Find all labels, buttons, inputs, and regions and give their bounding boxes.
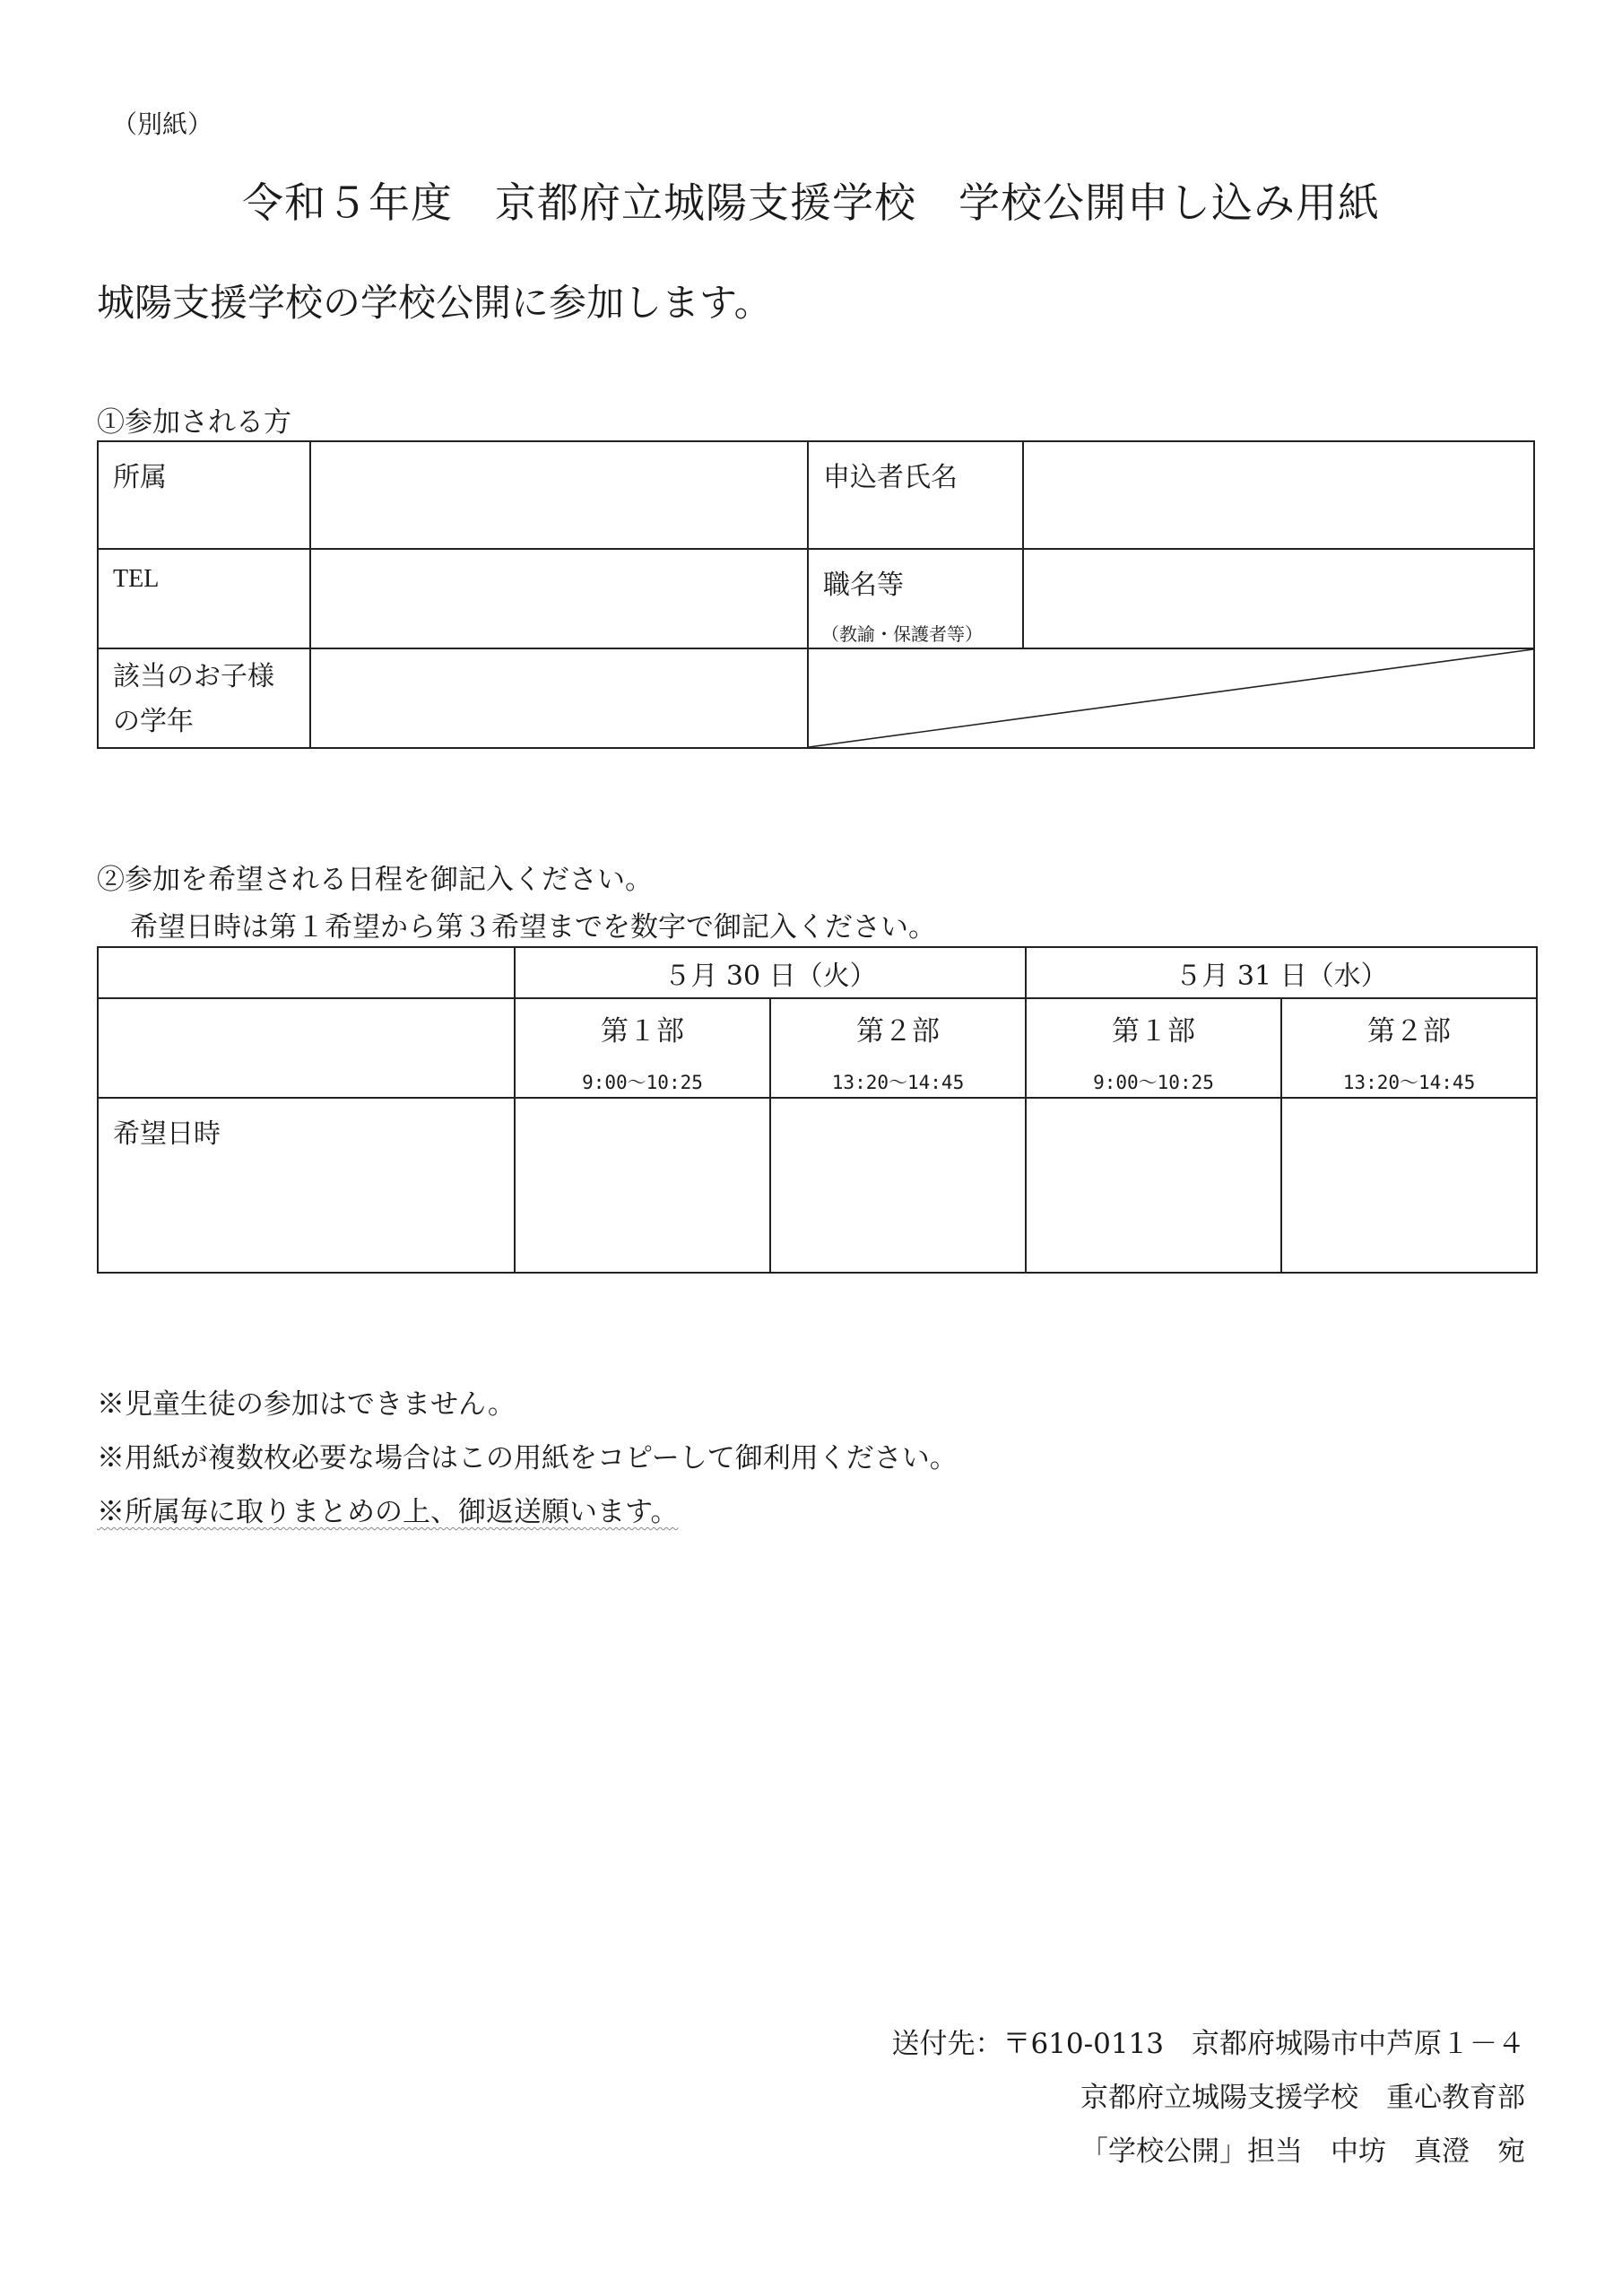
- schedule-blank-cell: [98, 998, 515, 1098]
- job-title-note: （教諭・保護者等）: [821, 623, 983, 645]
- date-header-may31: ５月 31 日（水）: [1026, 947, 1537, 998]
- section2-subheading: 希望日時は第１希望から第３希望までを数字で御記入ください。: [130, 911, 936, 944]
- schedule-corner-cell: [98, 947, 515, 998]
- session-name: 第２部: [1367, 1015, 1451, 1048]
- unused-cell: [808, 648, 1534, 748]
- note-no-students: ※児童生徒の参加はできません。: [97, 1388, 516, 1421]
- note-return-by-affiliation: ※所属毎に取りまとめの上、御返送願います。: [97, 1496, 679, 1528]
- session-header: [1281, 998, 1537, 1098]
- tel-label: TEL: [113, 565, 160, 593]
- schedule-table: [97, 946, 1538, 1274]
- session-time: 13:20～14:45: [1342, 1072, 1476, 1093]
- preference-field[interactable]: [515, 1098, 770, 1273]
- tel-label-cell: [98, 549, 310, 648]
- attachment-note: （別紙）: [112, 109, 213, 139]
- section2-heading: ②参加を希望される日程を御記入ください。: [97, 864, 653, 896]
- session-name: 第１部: [1112, 1015, 1195, 1048]
- session-header: [1026, 998, 1281, 1098]
- session-name: 第１部: [601, 1015, 684, 1048]
- note-copy-form: ※用紙が複数枚必要な場合はこの用紙をコピーして御利用ください。: [97, 1442, 958, 1474]
- footer-department: 京都府立城陽支援学校 重心教育部: [1080, 2082, 1525, 2114]
- diagonal-strike-line: [809, 649, 1533, 747]
- session-time: 9:00～10:25: [1093, 1072, 1214, 1093]
- session-time: 13:20～14:45: [831, 1072, 965, 1093]
- job-title-label-cell: [808, 549, 1023, 648]
- date-header-may30: ５月 30 日（火）: [515, 947, 1026, 998]
- preference-field[interactable]: [1281, 1098, 1537, 1273]
- form-title: 令和５年度 京都府立城陽支援学校 学校公開申し込み用紙: [242, 178, 1380, 227]
- section1-heading: ①参加される方: [97, 406, 291, 439]
- job-title-label: 職名等: [823, 570, 904, 601]
- preference-row-label: 希望日時: [98, 1098, 515, 1273]
- job-title-field[interactable]: [1023, 549, 1534, 648]
- session-header: [515, 998, 770, 1098]
- intro-statement: 城陽支援学校の学校公開に参加します。: [97, 281, 772, 325]
- session-time: 9:00～10:25: [582, 1072, 703, 1093]
- preference-field[interactable]: [1026, 1098, 1281, 1273]
- affiliation-label: 所属: [98, 441, 310, 549]
- child-grade-label-line1: 該当のお子様: [113, 661, 274, 692]
- preference-field[interactable]: [770, 1098, 1026, 1273]
- child-grade-field[interactable]: [310, 648, 808, 748]
- applicant-name-label: 申込者氏名: [808, 441, 1023, 549]
- participant-table: [97, 440, 1535, 749]
- child-grade-label-line2: の学年: [113, 706, 194, 737]
- applicant-name-field[interactable]: [1023, 441, 1534, 549]
- tel-field[interactable]: [310, 549, 808, 648]
- session-header: [770, 998, 1026, 1098]
- affiliation-field[interactable]: [310, 441, 808, 549]
- footer-address: 送付先：〒610-0113 京都府城陽市中芦原１－４: [891, 2028, 1525, 2060]
- session-name: 第２部: [856, 1015, 940, 1048]
- footer-recipient: 「学校公開」担当 中坊 真澄 宛: [1080, 2135, 1525, 2168]
- child-grade-label: [98, 648, 310, 748]
